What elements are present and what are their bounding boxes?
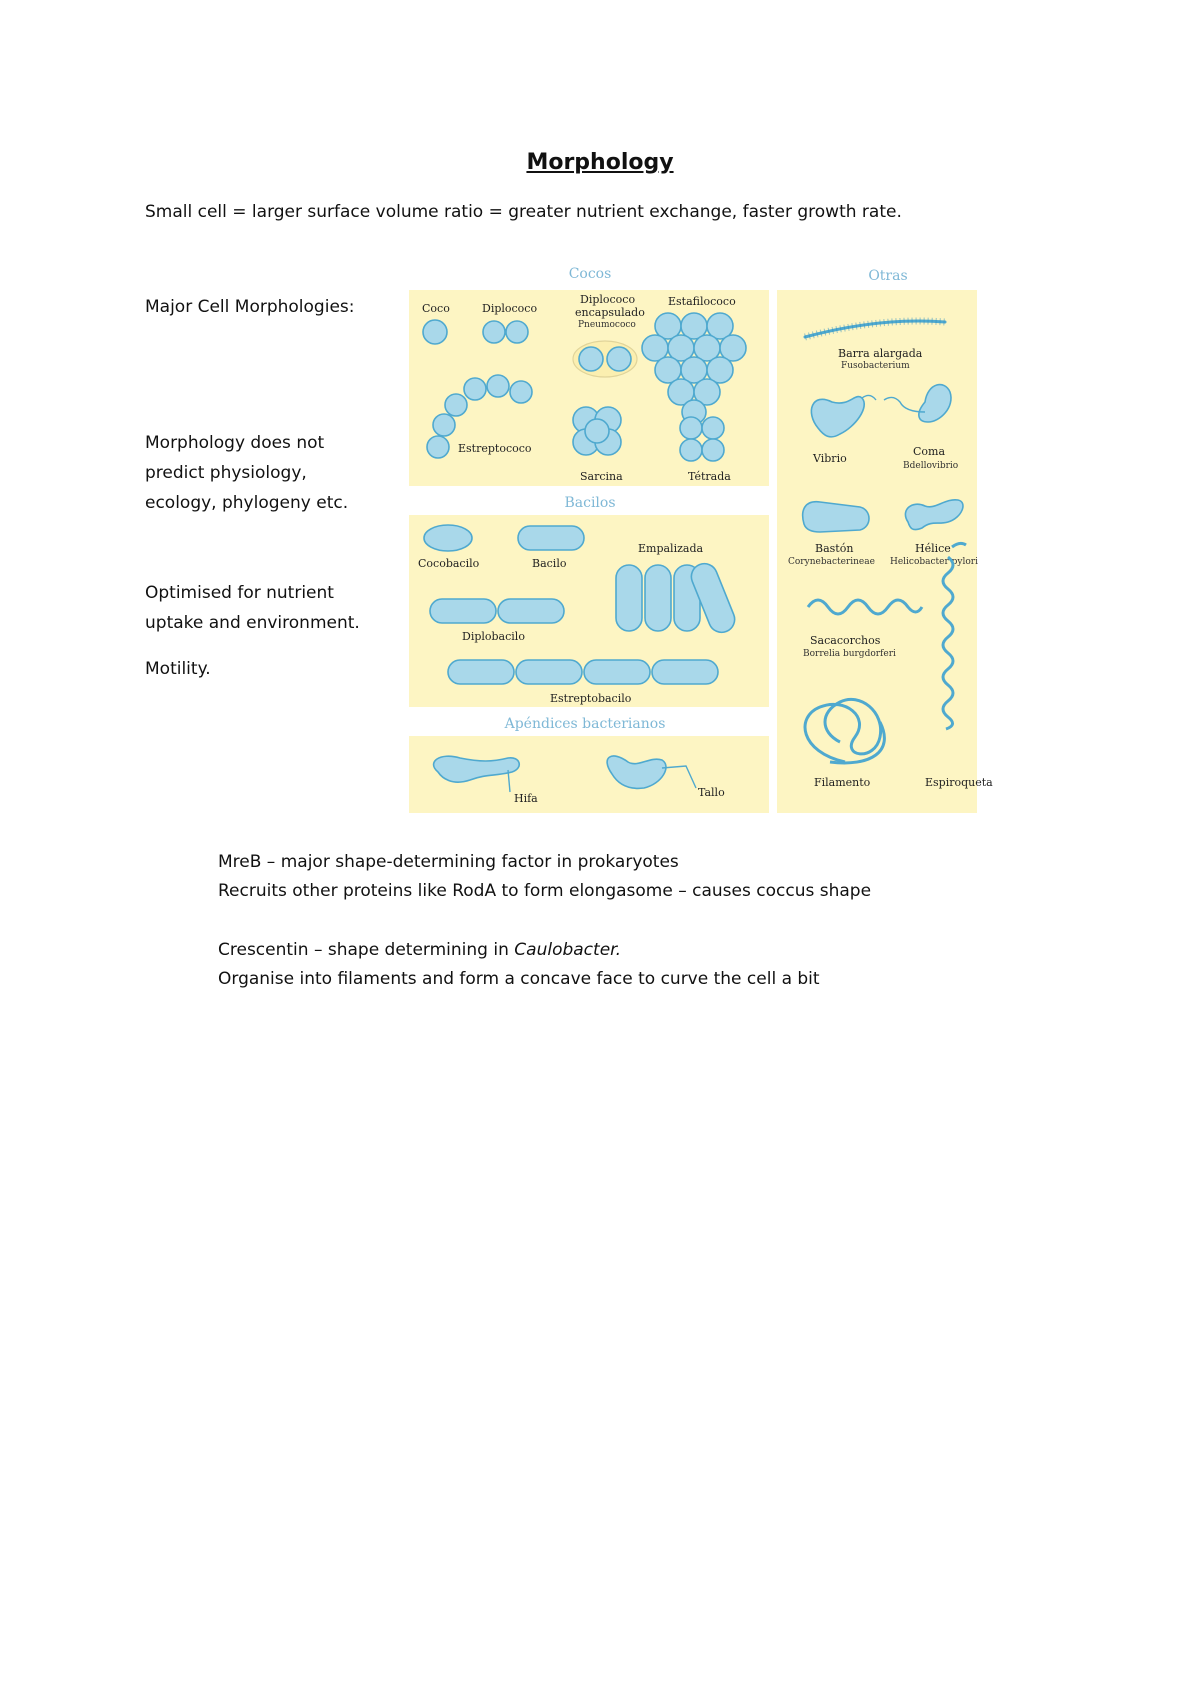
sarcina-label: Sarcina: [580, 470, 623, 483]
empalizada-label: Empalizada: [638, 542, 704, 555]
crescentin-line: [218, 936, 820, 965]
vibrio-label: Vibrio: [813, 452, 847, 465]
espiroqueta-label: Espiroqueta: [925, 776, 993, 789]
diplococo-label: Diplococo: [482, 302, 538, 315]
coco-drawing: [423, 320, 447, 344]
mreb-notes: [218, 848, 871, 906]
morphology-note: [145, 428, 395, 518]
major-morphologies-label: Major Cell Morphologies:: [145, 297, 355, 317]
bacilo-label: Bacilo: [532, 557, 567, 570]
bacilo-drawing: [518, 526, 584, 550]
bdellovibrio-label: Bdellovibrio: [903, 461, 959, 471]
morphology-note-line: predict physiology,: [145, 463, 307, 483]
mreb-line: MreB – major shape-determining factor in prokaryotes: [218, 852, 679, 872]
bacilos-header: Bacilos: [564, 495, 616, 511]
coco-label: Coco: [422, 302, 450, 315]
baston-drawing: [803, 502, 869, 532]
borrelia-label: Borrelia burgdorferi: [803, 649, 896, 659]
cocobacilo-label: Cocobacilo: [418, 557, 480, 570]
coma-label: Coma: [913, 445, 946, 458]
barra-alargada-label: Barra alargada: [838, 347, 923, 360]
roda-line: Recruits other proteins like RodA to form elongasome – causes coccus shape: [218, 881, 872, 901]
diplococo-encapsulado-drawing: [573, 341, 637, 377]
morphology-figure: [400, 262, 993, 817]
cocobacilo-drawing: [424, 525, 472, 551]
filaments-line: Organise into filaments and form a concave face to curve the cell a bit: [218, 969, 820, 989]
morphology-note-line: Morphology does not: [145, 433, 325, 453]
optimised-note-line: uptake and environment.: [145, 613, 360, 633]
optimised-note: [145, 578, 395, 638]
estafilococo-label: Estafilococo: [668, 295, 736, 308]
corynebacterium-label: Corynebacterineae: [788, 557, 875, 567]
caulobacter-text: Caulobacter.: [514, 940, 621, 960]
tetrada-label: Tétrada: [688, 470, 731, 483]
crescentin-notes: [218, 936, 820, 994]
morphology-note-line: ecology, phylogeny etc.: [145, 493, 349, 513]
cocos-header: Cocos: [568, 266, 612, 282]
estreptobacilo-label: Estreptobacilo: [550, 692, 632, 705]
estreptococo-label: Estreptococo: [458, 442, 532, 455]
sarcina-drawing: [573, 407, 621, 455]
intro-text: Small cell = larger surface volume ratio = greater nutrient exchange, faster growth rate.: [145, 202, 902, 222]
apendices-header: Apéndices bacterianos: [504, 716, 666, 732]
optimised-note-line: Optimised for nutrient: [145, 583, 334, 603]
otras-header: Otras: [868, 268, 908, 284]
helice-label: Hélice: [915, 542, 951, 555]
baston-label: Bastón: [815, 542, 854, 555]
neumococo-label: Pneumococo: [578, 320, 636, 330]
fusobacterium-label: Fusobacterium: [841, 361, 910, 371]
crescentin-text: Crescentin – shape determining in: [218, 940, 515, 960]
diplococo-encapsulado-label-2: encapsulado: [575, 306, 645, 319]
sacacorchos-label: Sacacorchos: [810, 634, 881, 647]
diplobacilo-label: Diplobacilo: [462, 630, 525, 643]
tallo-label: Tallo: [698, 786, 725, 799]
hifa-label: Hifa: [514, 792, 538, 805]
diplococo-encapsulado-label: Diplococo: [580, 293, 636, 306]
filamento-label: Filamento: [814, 776, 871, 789]
page-title: Morphology: [526, 150, 674, 175]
helicobacter-label: Helicobacter pylori: [890, 557, 978, 567]
motility-note: Motility.: [145, 659, 211, 679]
